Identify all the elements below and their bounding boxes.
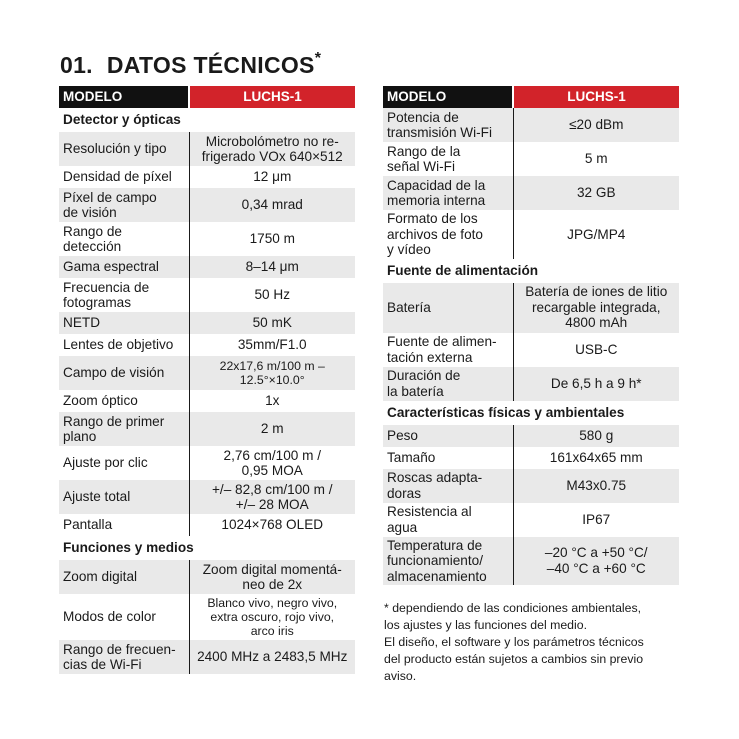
spec-value: 1x (189, 390, 355, 412)
spec-value: 1750 m (189, 222, 355, 256)
table-row (383, 210, 679, 259)
table-row (59, 132, 355, 166)
section-title: Fuente de alimentación (383, 259, 679, 283)
spec-value: IP67 (513, 503, 679, 537)
table-row (59, 390, 355, 412)
spec-value: M43x0.75 (513, 469, 679, 503)
table-row (383, 447, 679, 469)
model-header-value: LUCHS-1 (189, 86, 355, 108)
table-row (59, 356, 355, 390)
table-row (383, 469, 679, 503)
spec-label: Rango de frecuen- cias de Wi-Fi (59, 640, 189, 674)
spec-value: 50 mK (189, 312, 355, 334)
spec-value: 22x17,6 m/100 m – 12.5°×10.0° (189, 356, 355, 390)
table-row (59, 278, 355, 312)
table-row (59, 446, 355, 480)
spec-value: Blanco vivo, negro vivo, extra oscuro, rojo vivo, arco iris (189, 594, 355, 640)
spec-label: Potencia de transmisión Wi-Fi (383, 108, 513, 142)
section-title: Funciones y medios (59, 536, 355, 560)
spec-label: NETD (59, 312, 189, 334)
table-row (59, 560, 355, 594)
spec-value: +/– 82,8 cm/100 m / +/– 28 MOA (189, 480, 355, 514)
table-row (59, 514, 355, 536)
spec-label: Zoom digital (59, 560, 189, 594)
spec-label: Modos de color (59, 594, 189, 640)
spec-label: Tamaño (383, 447, 513, 469)
spec-value: 12 μm (189, 166, 355, 188)
spec-label: Lentes de objetivo (59, 334, 189, 356)
specs-table-left (59, 86, 355, 674)
table-row (59, 188, 355, 222)
spec-value: 8–14 μm (189, 256, 355, 278)
spec-label: Rango de primer plano (59, 412, 189, 446)
spec-label: Campo de visión (59, 356, 189, 390)
table-row (383, 176, 679, 210)
spec-value: 0,34 mrad (189, 188, 355, 222)
page-title (60, 52, 321, 79)
spec-value: 2,76 cm/100 m / 0,95 MOA (189, 446, 355, 480)
section-header-row (59, 536, 355, 560)
spec-value: Zoom digital momentá- neo de 2x (189, 560, 355, 594)
footnote: * dependiendo de las condiciones ambientales, los ajustes y las funciones del medio. El diseño, el software y los parámetros técnicos del producto están sujetos a cambios sin previo aviso. (384, 601, 644, 683)
table-row (59, 412, 355, 446)
spec-label: Rango de la señal Wi-Fi (383, 142, 513, 176)
spec-label: Gama espectral (59, 256, 189, 278)
section-title: DATOS TÉCNICOS (106, 52, 315, 78)
spec-value: Microbolómetro no re- frigerado VOx 640×512 (189, 132, 355, 166)
spec-value: 580 g (513, 425, 679, 447)
table-row (383, 537, 679, 586)
spec-value: –20 °C a +50 °C/ –40 °C a +60 °C (513, 537, 679, 586)
spec-label: Pantalla (59, 514, 189, 536)
model-header-label: MODELO (383, 86, 513, 108)
spec-value: 1024×768 OLED (189, 514, 355, 536)
spec-label: Ajuste total (59, 480, 189, 514)
section-header-row (59, 108, 355, 132)
section-header-row (383, 401, 679, 425)
spec-value: 32 GB (513, 176, 679, 210)
table-row (59, 480, 355, 514)
spec-label: Ajuste por clic (59, 446, 189, 480)
table-row (383, 503, 679, 537)
section-title: Características físicas y ambientales (383, 401, 679, 425)
spec-label: Resolución y tipo (59, 132, 189, 166)
spec-label: Capacidad de la memoria interna (383, 176, 513, 210)
section-title: Detector y ópticas (59, 108, 355, 132)
table-header-row (383, 86, 679, 108)
specs-table-right (383, 86, 679, 585)
spec-label: Peso (383, 425, 513, 447)
table-row (383, 283, 679, 333)
table-row (383, 142, 679, 176)
spec-value: 35mm/F1.0 (189, 334, 355, 356)
spec-value: ≤20 dBm (513, 108, 679, 142)
spec-value: De 6,5 h a 9 h* (513, 367, 679, 401)
title-asterisk: * (314, 50, 322, 67)
spec-label: Rango de detección (59, 222, 189, 256)
spec-label: Densidad de píxel (59, 166, 189, 188)
table-row (383, 333, 679, 367)
spec-label: Resistencia al agua (383, 503, 513, 537)
spec-value: 5 m (513, 142, 679, 176)
table-row (59, 166, 355, 188)
spec-label: Píxel de campo de visión (59, 188, 189, 222)
spec-label: Temperatura de funcionamiento/ almacenamiento (383, 537, 513, 586)
spec-value: 2400 MHz a 2483,5 MHz (189, 640, 355, 674)
table-row (59, 312, 355, 334)
spec-label: Batería (383, 283, 513, 333)
spec-label: Zoom óptico (59, 390, 189, 412)
spec-value: USB-C (513, 333, 679, 367)
spec-label: Roscas adapta- doras (383, 469, 513, 503)
spec-value: 2 m (189, 412, 355, 446)
table-row (59, 256, 355, 278)
spec-label: Duración de la batería (383, 367, 513, 401)
spec-value: 50 Hz (189, 278, 355, 312)
spec-value: Batería de iones de litio recargable integrada, 4800 mAh (513, 283, 679, 333)
spec-value: JPG/MP4 (513, 210, 679, 259)
table-row (383, 108, 679, 142)
spec-label: Fuente de alimen- tación externa (383, 333, 513, 367)
table-row (383, 425, 679, 447)
spec-value: 161x64x65 mm (513, 447, 679, 469)
section-number: 01. (60, 52, 93, 78)
table-row (59, 334, 355, 356)
model-header-label: MODELO (59, 86, 189, 108)
table-row (59, 594, 355, 640)
spec-label: Formato de los archivos de foto y vídeo (383, 210, 513, 259)
spec-label: Frecuencia de fotogramas (59, 278, 189, 312)
table-row (383, 367, 679, 401)
model-header-value: LUCHS-1 (513, 86, 679, 108)
section-header-row (383, 259, 679, 283)
table-row (59, 640, 355, 674)
table-row (59, 222, 355, 256)
table-header-row (59, 86, 355, 108)
